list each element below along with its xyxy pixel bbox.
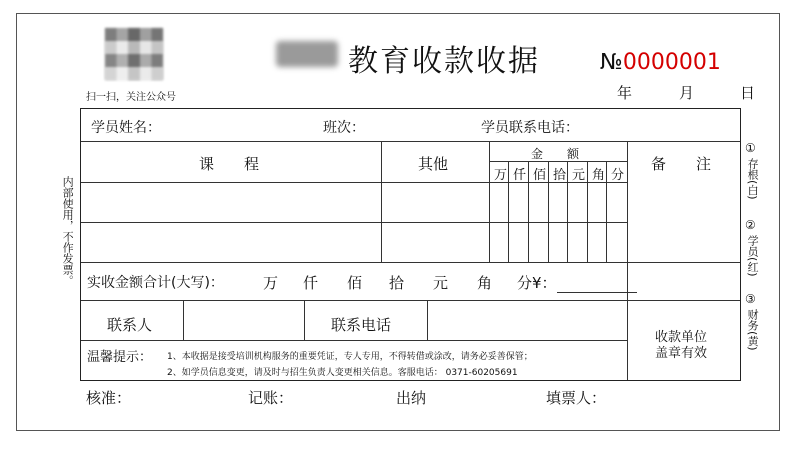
table-header-divider [81,182,627,183]
unit-jiao: 角 [592,168,606,183]
col-divider-amount-4 [567,161,568,262]
internal-use-note: 内部使用，不作发票。 [61,176,75,286]
tip-line-2: 2、如学员信息变更，请及时与招生负责人变更相关信息。客服电话： 0371-60205691 [167,368,518,378]
total-amount-label: 实收金额合计(大写)： [87,275,224,291]
student-phone-label: 学员联系电话： [481,120,579,136]
remarks-header: 备 注 [651,155,712,173]
amount-header: 金 额 [531,147,580,161]
col-divider-course [381,141,382,262]
stamp-line1: 收款单位 [655,330,708,345]
issuer-label: 填票人： [546,389,607,407]
total-unit-jiao: 角 [477,274,493,292]
cashier-label: 出纳 [396,389,427,407]
date-day: 日 [740,84,756,102]
class-label: 班次： [323,120,365,136]
total-unit-bai: 佰 [347,274,363,292]
qr-code-overlay [105,28,163,80]
total-unit-qian: 仟 [303,274,319,292]
unit-bai: 佰 [533,168,547,183]
unit-shi: 拾 [553,168,567,183]
total-unit-wan: 万 [263,274,279,292]
contact-person-label: 联系人 [107,316,153,334]
row1-divider [81,141,740,142]
total-amount-blank[interactable] [557,278,637,293]
receipt-number-symbol: № [600,50,623,75]
copy3-number: ③ [745,292,756,306]
course-header: 课 程 [199,155,260,173]
total-fen-yen: 分¥： [517,274,557,292]
col-divider-amount-2 [528,161,529,262]
col-divider-amount-5 [587,161,588,262]
total-unit-shi: 拾 [389,274,405,292]
copy1-label: 存根(白) [746,158,760,200]
row-divider-4 [81,340,627,341]
total-unit-yuan: 元 [433,274,449,292]
col-divider-other [489,141,490,262]
other-header: 其他 [418,155,449,173]
contact-divider-3 [427,300,428,340]
copy3-label: 财务(黄) [746,309,760,351]
stamp-divider [627,300,628,380]
col-divider-amount-3 [548,161,549,262]
contact-divider-1 [183,300,184,340]
copy2-number: ② [745,218,756,232]
copy1-number: ① [745,141,756,155]
qr-caption: 扫一扫，关注公众号 [86,92,176,103]
unit-fen: 分 [611,168,625,183]
stamp-line2: 盖章有效 [655,346,708,361]
date-year: 年 [617,84,633,102]
contact-divider-2 [304,300,305,340]
receipt-title: 教育收款收据 [348,44,540,79]
unit-yuan: 元 [572,168,586,183]
bookkeeper-label: 记账： [248,389,294,407]
date-month: 月 [679,84,695,102]
receipt-number [600,50,721,75]
receipt-form [80,108,741,381]
col-divider-amount-1 [508,161,509,262]
reviewer-label: 核准： [86,389,132,407]
student-name-label: 学员姓名： [91,120,161,136]
contact-phone-label: 联系电话 [331,316,392,334]
total-yen-label [517,272,637,293]
unit-qian: 仟 [513,168,527,183]
receipt-number-value: 0000001 [622,50,721,75]
blurred-org-name [276,41,338,67]
tip-line-1: 1、本收据是接受培训机构服务的重要凭证，专人专用，不得转借或涂改，请务必妥善保管； [167,352,533,362]
unit-wan: 万 [494,168,508,183]
row-divider-1 [81,222,627,223]
row-divider-2 [81,262,740,263]
col-divider-amount-6 [606,161,607,262]
copy2-label: 学员(红) [746,235,760,277]
row-divider-3 [81,300,740,301]
tips-label: 温馨提示： [87,350,153,365]
